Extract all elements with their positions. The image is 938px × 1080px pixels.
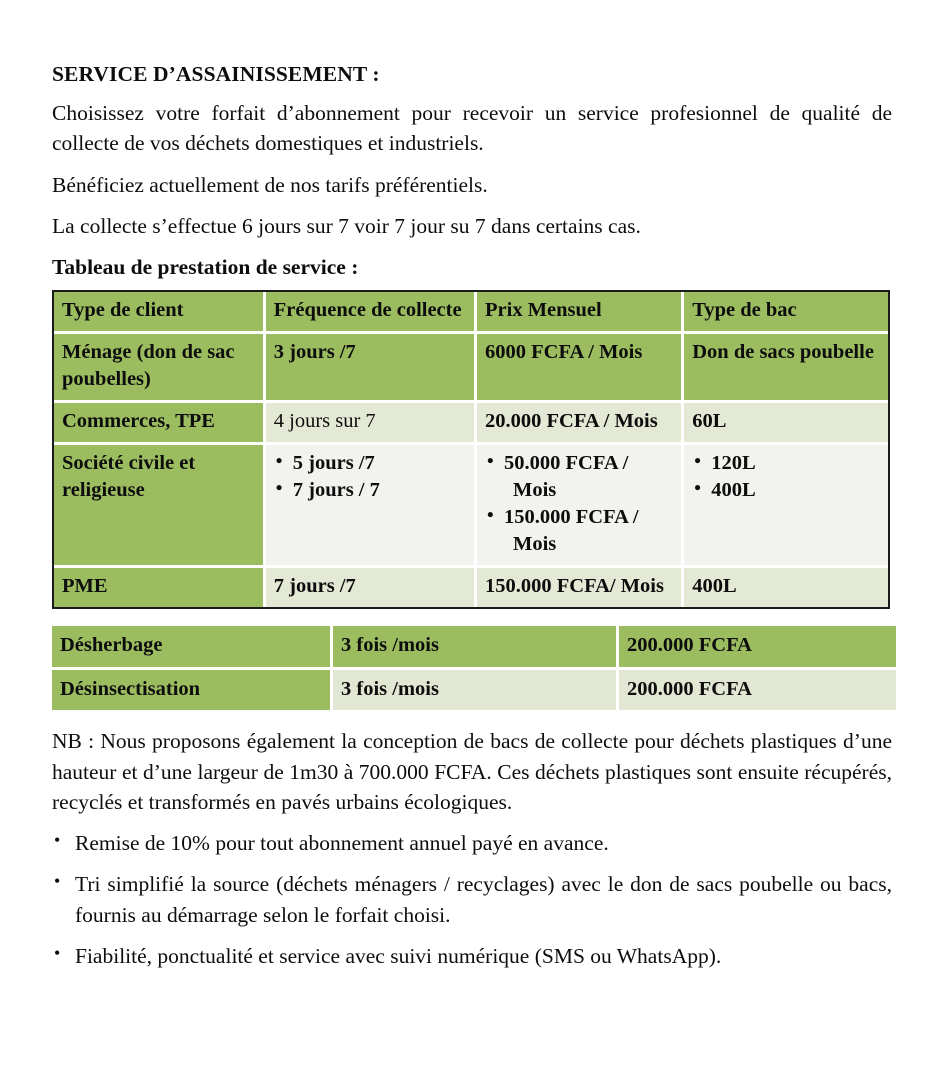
- service-table-container: [52, 290, 890, 609]
- price-bullet-list: [485, 450, 674, 558]
- cell-bin-menage: Don de sacs poubelle: [683, 332, 888, 401]
- table-row: [54, 443, 888, 566]
- list-item: [485, 504, 674, 558]
- cell-bin-pme: 400L: [683, 566, 888, 607]
- price-line-1: 50.000 FCFA /: [504, 451, 629, 474]
- column-header-price: Prix Mensuel: [476, 292, 683, 333]
- price-line-1: 150.000 FCFA /: [504, 505, 639, 528]
- column-header-bin: Type de bac: [683, 292, 888, 333]
- list-item: • Fiabilité, ponctualité et service avec suivi numérique (SMS ou WhatsApp).: [52, 941, 892, 972]
- cell-client-societe: Société civile et religieuse: [54, 443, 264, 566]
- cell-price-pme: 150.000 FCFA/ Mois: [476, 566, 683, 607]
- cell-bin-societe: [683, 443, 888, 566]
- price-line-2: Mois: [513, 478, 557, 501]
- cell-frequency-societe: [264, 443, 475, 566]
- page-title: SERVICE D’ASSAINISSEMENT :: [52, 62, 380, 86]
- list-item: • Tri simplifié la source (déchets ménagers / recyclages) avec le don de sacs poubelle ou bacs, fournis au démarrage selon le forfait choisi.: [52, 869, 892, 930]
- cell-price-menage: 6000 FCFA / Mois: [476, 332, 683, 401]
- nb-paragraph: NB : Nous proposons également la conception de bacs de collecte pour déchets plastiques d’une hauteur et d’une largeur de 1m30 à 700.000 FCFA. Ces déchets plastiques sont ensuite récupérés, recyclés et transformés en pavés urbains écologiques.: [52, 729, 892, 815]
- frequency-bullet-list: [274, 450, 467, 504]
- table-header-row: [54, 292, 888, 333]
- cell-frequency-desinsectisation: 3 fois /mois: [333, 670, 616, 711]
- cell-service-desherbage: Désherbage: [52, 626, 330, 667]
- cell-price-desherbage: 200.000 FCFA: [619, 626, 896, 667]
- cell-price-desinsectisation: 200.000 FCFA: [619, 670, 896, 711]
- service-table: [54, 292, 888, 607]
- extra-services-table: [49, 623, 899, 713]
- cell-price-societe: [476, 443, 683, 566]
- cell-client-menage: Ménage (don de sac poubelles): [54, 332, 264, 401]
- table-row: [52, 626, 896, 667]
- promo-line: Bénéficiez actuellement de nos tarifs préférentiels.: [52, 172, 488, 197]
- list-item: • 120L: [692, 450, 881, 477]
- cell-price-commerces: 20.000 FCFA / Mois: [476, 401, 683, 443]
- bin-bullet-list: [692, 450, 881, 504]
- table-row: [54, 332, 888, 401]
- table-caption: Tableau de prestation de service :: [52, 254, 359, 279]
- cell-frequency-commerces: 4 jours sur 7: [264, 401, 475, 443]
- list-item: [485, 450, 674, 504]
- column-header-client: Type de client: [54, 292, 264, 333]
- cell-frequency-desherbage: 3 fois /mois: [333, 626, 616, 667]
- cell-client-pme: PME: [54, 566, 264, 607]
- cell-bin-commerces: 60L: [683, 401, 888, 443]
- list-item: • 7 jours / 7: [274, 477, 467, 504]
- list-item: • 400L: [692, 477, 881, 504]
- list-item: • 5 jours /7: [274, 450, 467, 477]
- cell-frequency-menage: 3 jours /7: [264, 332, 475, 401]
- list-item: • Remise de 10% pour tout abonnement annuel payé en avance.: [52, 828, 892, 859]
- document-page: [52, 0, 892, 972]
- cell-client-commerces: Commerces, TPE: [54, 401, 264, 443]
- benefits-list: [52, 818, 892, 972]
- cell-frequency-pme: 7 jours /7: [264, 566, 475, 607]
- price-line-2: Mois: [513, 532, 557, 555]
- intro-paragraph: Choisissez votre forfait d’abonnement pour recevoir un service profesionnel de qualité de collecte de vos déchets domestiques et industriels.: [52, 100, 892, 156]
- column-header-frequency: Fréquence de collecte: [264, 292, 475, 333]
- frequency-line: La collecte s’effectue 6 jours sur 7 voir 7 jour su 7 dans certains cas.: [52, 214, 641, 239]
- table-row: [54, 566, 888, 607]
- cell-service-desinsectisation: Désinsectisation: [52, 670, 330, 711]
- table-row: [52, 670, 896, 711]
- table-row: [54, 401, 888, 443]
